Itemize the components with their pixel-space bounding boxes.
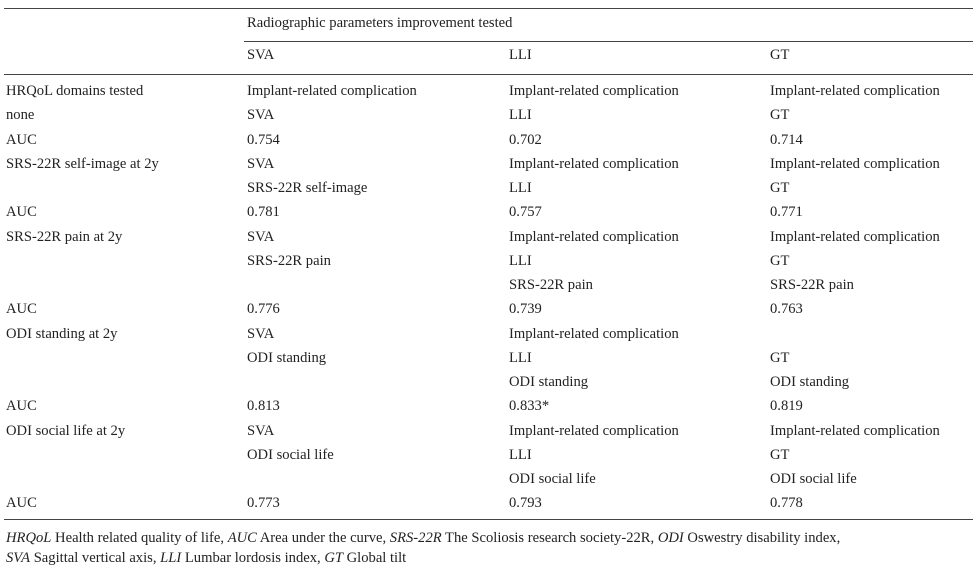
footnote-abbreviation: SVA	[6, 550, 31, 566]
table-cell: GT	[770, 180, 790, 196]
table-cell: Implant-related complication	[509, 83, 679, 99]
table-cell: Implant-related complication	[509, 228, 679, 245]
footnote-definition: Lumbar lordosis index,	[181, 550, 325, 566]
table-cell: ODI standing	[509, 374, 589, 390]
table-cell: 0.739	[509, 301, 542, 318]
footnote-definition: Oswestry disability index,	[683, 530, 841, 546]
table-cell: Implant-related complication	[247, 83, 417, 99]
table-cell: ODI social life	[770, 471, 857, 487]
table-cell: Implant-related complication	[770, 155, 940, 172]
table-cell: 0.763	[770, 301, 803, 318]
row-label: AUC	[6, 131, 37, 148]
column-header-sva: SVA	[247, 47, 275, 63]
table-cell: Implant-related complication	[509, 155, 679, 172]
column-group-rule	[244, 41, 973, 42]
footnote-definition: The Scoliosis research society-22R,	[441, 530, 658, 546]
table-cell: SVA	[247, 107, 275, 124]
table-cell: ODI social life	[509, 471, 596, 487]
table-cell: ODI standing	[770, 374, 850, 390]
row-label: none	[6, 107, 35, 124]
table-cell: SRS-22R pain	[509, 277, 593, 293]
footnote-abbreviation: HRQoL	[6, 530, 52, 546]
column-header-gt: GT	[770, 47, 790, 63]
footnote-line-2	[6, 548, 971, 568]
row-label: ODI standing at 2y	[6, 325, 118, 342]
table-cell: GT	[770, 107, 790, 124]
footnote-abbreviation: SRS-22R	[389, 530, 442, 546]
table-cell: LLI	[509, 446, 532, 463]
row-label: SRS-22R self-image at 2y	[6, 155, 159, 172]
table-cell: Implant-related complication	[770, 83, 940, 99]
footnote-abbreviation: ODI	[657, 530, 684, 546]
table-cell: 0.813	[247, 398, 280, 415]
table-cell: SVA	[247, 325, 275, 342]
table-cell: 0.757	[509, 204, 542, 221]
table-cell: SRS-22R pain	[770, 277, 854, 293]
table-header-rule	[4, 74, 973, 75]
table-cell: 0.754	[247, 131, 280, 148]
table-cell: ODI social life	[247, 446, 334, 463]
footnote-line-1	[6, 528, 971, 548]
table-cell: LLI	[509, 180, 532, 196]
table-cell: SVA	[247, 228, 275, 245]
table-cell: Implant-related complication	[770, 228, 940, 245]
row-label: HRQoL domains tested	[6, 83, 144, 99]
table-bottom-rule	[4, 519, 973, 520]
table-cell: SRS-22R pain	[247, 252, 331, 269]
row-label: SRS-22R pain at 2y	[6, 228, 123, 245]
table-top-rule	[4, 8, 973, 9]
table-cell: GT	[770, 252, 790, 269]
table-cell: Implant-related complication	[770, 422, 940, 439]
table-cell: GT	[770, 349, 790, 366]
row-label: AUC	[6, 204, 37, 221]
table-cell: LLI	[509, 252, 532, 269]
table-footnote	[6, 528, 971, 568]
table-cell: SVA	[247, 422, 275, 439]
table-cell: LLI	[509, 107, 532, 124]
footnote-definition: Sagittal vertical axis,	[30, 550, 161, 566]
row-label: ODI social life at 2y	[6, 422, 126, 439]
column-group-title: Radiographic parameters improvement tested	[247, 15, 513, 31]
table-cell: 0.776	[247, 301, 280, 318]
row-label: AUC	[6, 495, 37, 512]
table-cell: 0.778	[770, 495, 803, 512]
table-cell: 0.833*	[509, 398, 550, 415]
footnote-abbreviation: AUC	[227, 530, 257, 546]
footnote-abbreviation: LLI	[160, 550, 182, 566]
footnote-definition: Global tilt	[342, 550, 407, 566]
table-cell: 0.819	[770, 398, 803, 415]
table-cell: 0.771	[770, 204, 803, 221]
table-cell: 0.781	[247, 204, 280, 221]
table-cell: GT	[770, 446, 790, 463]
row-label: AUC	[6, 398, 37, 415]
row-label: AUC	[6, 301, 37, 318]
table-cell: LLI	[509, 349, 532, 366]
footnote-definition: Area under the curve,	[256, 530, 390, 546]
table-cell: 0.773	[247, 495, 280, 512]
table-cell: SRS-22R self-image	[247, 180, 368, 196]
footnote-abbreviation: GT	[324, 550, 343, 566]
table-cell: ODI standing	[247, 349, 327, 366]
table-cell: Implant-related complication	[509, 422, 679, 439]
table-cell: 0.714	[770, 131, 803, 148]
table-cell: Implant-related complication	[509, 325, 679, 342]
table-cell: 0.702	[509, 131, 542, 148]
column-header-lli: LLI	[509, 47, 532, 63]
table-cell: 0.793	[509, 495, 542, 512]
table-cell: SVA	[247, 155, 275, 172]
footnote-definition: Health related quality of life,	[51, 530, 228, 546]
